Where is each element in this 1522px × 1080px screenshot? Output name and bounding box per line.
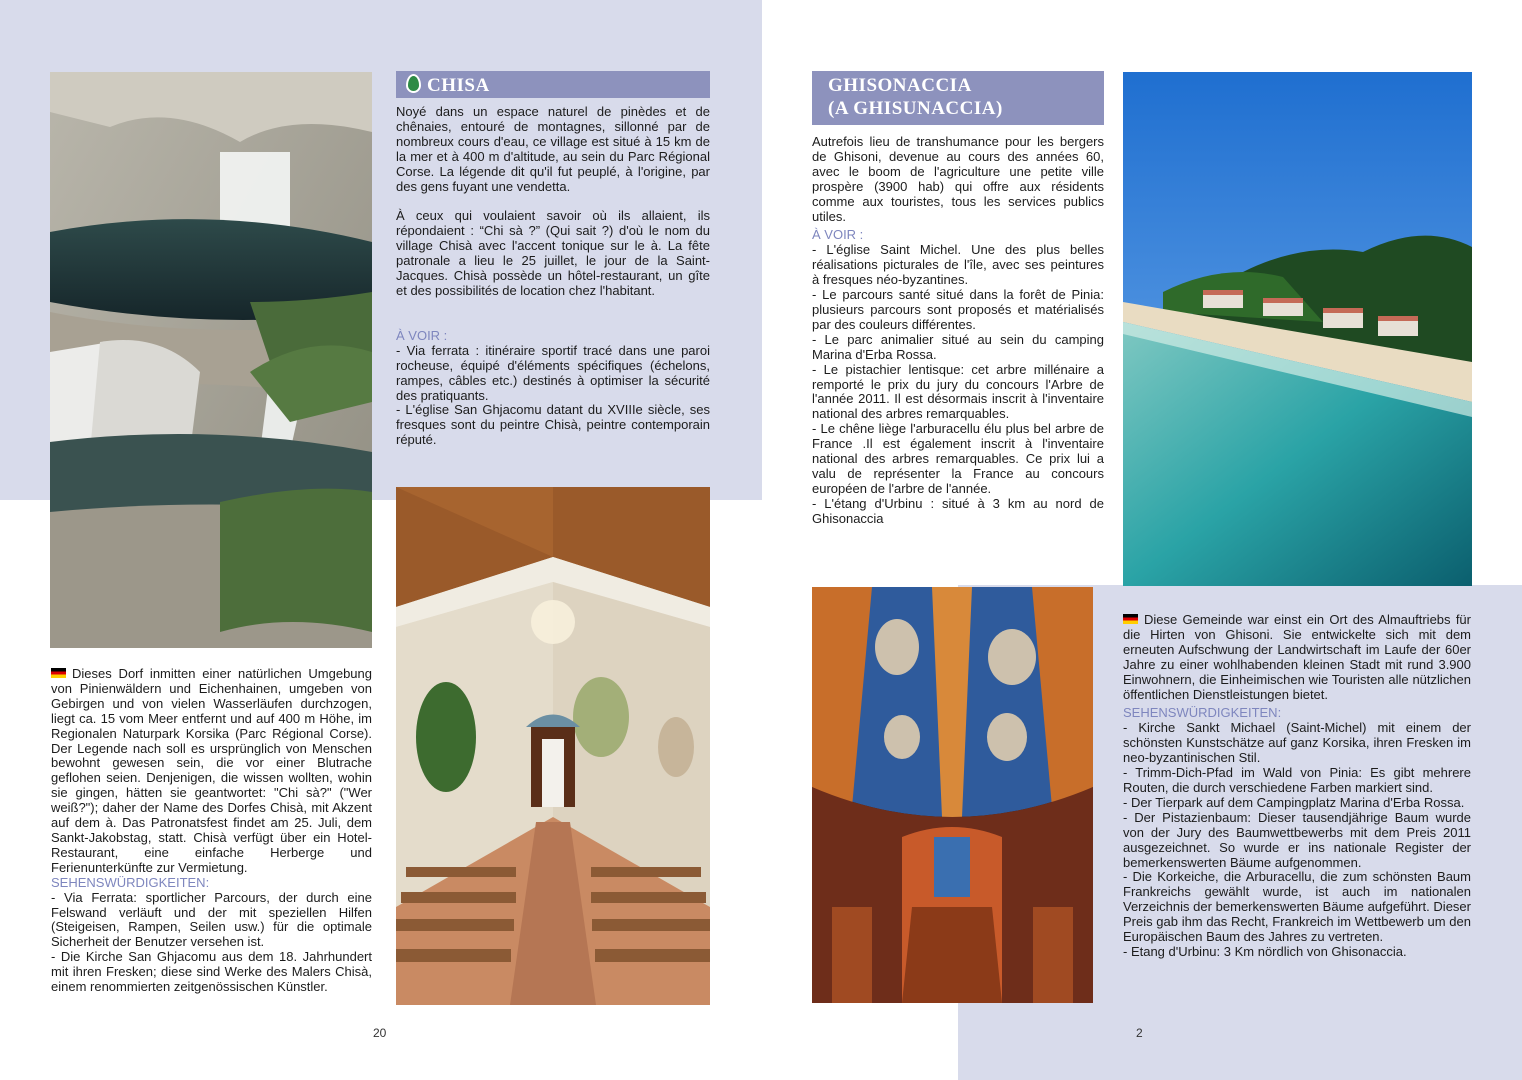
chapel-interior-photo (396, 487, 710, 1005)
ghisonaccia-de-voir-item: - Der Tierpark auf dem Campingplatz Marina d'Erba Rossa. (1123, 794, 1465, 810)
chisa-fr-intro: Noyé dans un espace naturel de pinèdes et de chênaies, entouré de montagnes, sillonné par de nombreux cours d'eau, ce village est situé à 15 km de la mer et à 400 m d'altitude, au sein du Parc Régional Corse. La légende dit qu'il fut peuplé, à l'origine, par des gens fuyant une vendetta. (396, 104, 710, 194)
chisa-title-bar (396, 71, 710, 98)
ghisonaccia-title-bar (812, 71, 1104, 125)
ghisonaccia-fr-intro: Autrefois lieu de transhumance pour les bergers de Ghisoni, devenue au cours des années 60, avec le boom de l'agriculture une petite ville prospère (3900 hab) qui offre aux résidents comme aux touristes, tous les services publics utiles. (812, 134, 1104, 224)
german-flag-icon (1123, 614, 1138, 624)
ghisonaccia-de-voir-item: - Die Korkeiche, die Arburacellu, die zum schönsten Baum Frankreichs gewählt wurde, ist auch im nationalen Verzeichnis der bemerkenswerten Bäume aufgeführt. Dieser Preis gab ihm das Recht, Frankreich im Wettbewerb um den Europäischen Baum des Jahres zu vertreten. (1123, 869, 1471, 945)
chisa-de-voir-label: SEHENSWÜRDIGKEITEN: (51, 874, 210, 890)
chisa-title: CHISA (427, 75, 490, 96)
left-page-number: 20 (373, 1026, 387, 1040)
chisa-de-voir-item: - Die Kirche San Ghjacomu aus dem 18. Jahrhundert mit ihren Fresken; diese sind Werke des Malers Chisà, einem renommierten zeitgenössischen Künstler. (51, 949, 372, 995)
chisa-french-text (396, 105, 710, 448)
right-page-number: 2 (1136, 1026, 1143, 1040)
chisa-fr-voir-label: À VOIR : (396, 327, 448, 343)
ghisonaccia-fr-voir-item: - Le parc animalier situé au sein du camping Marina d'Erba Rossa. (812, 331, 1104, 362)
chisa-de-text: Dieses Dorf inmitten einer natürlichen Umgebung von Pinienwäldern und Eichenhainen, umgeben von Gebirgen und von vielen Wasserläufen durchzogen, liegt ca. 15 vom Meer entfernt und auf 400 m Höhe, im Regionalen Naturpark Korsika (Parc Régional Corse). Der Legende nach soll es ursprünglich von Menschen bewohnt gewesen sein, die vor einer Blutrache geflohen seien. Denjenigen, die wissen wollten, wohin sie gingen, hätten sie geantwortet: "Chi sà?" ("Wer weiß?"); daher der Name des Dorfes Chisà, mit Akzent auf dem à. Das Patronatsfest findet am 25. Juli, dem Sankt-Jakobstag, statt. Chisà verfügt über ein Hotel-Restaurant, eine einfache Herberge und Ferienunterkünfte zur Vermietung. (51, 666, 372, 875)
ghisonaccia-german-text (1123, 613, 1471, 960)
chisa-german-text (51, 667, 372, 995)
corsica-leaf-icon (406, 74, 421, 93)
ghisonaccia-subtitle: (A GHISUNACCIA) (828, 98, 1003, 119)
german-flag-icon (51, 668, 66, 678)
ghisonaccia-fr-voir-item: - Le pistachier lentisque: cet arbre millénaire a remporté le prix du jury du concours l'Arbre de l'année 2011. Il est désormais inscrit à l'inventaire national des arbres remarquables. (812, 361, 1104, 422)
church-fresco-photo (812, 587, 1093, 1003)
waterfall-photo (50, 72, 372, 648)
chisa-de-voir-item: - Via Ferrata: sportlicher Parcours, der durch eine Felswand verläuft und der mit speziellen Hilfen (Steigeisen, Rampen, Seilen usw.) für die optimale Sicherheit der Benutzer versehen ist. (51, 889, 372, 950)
ghisonaccia-de-voir-item: - Trimm-Dich-Pfad im Wald von Pinia: Es gibt mehrere Routen, die durch verschiedene Farben markiert sind. (1123, 765, 1471, 795)
chisa-fr-voir-item: - Via ferrata : itinéraire sportif tracé dans une paroi rocheuse, équipé d'éléments spécifiques (échelons, rampes, câbles etc.) destinés à optimiser la sécurité des pratiquants. (396, 342, 710, 403)
ghisonaccia-fr-voir-item: - Le parcours santé situé dans la forêt de Pinia: plusieurs parcours sont proposés et matérialisés par des couleurs différentes. (812, 287, 1104, 332)
ghisonaccia-de-voir-item: - Etang d'Urbinu: 3 Km nördlich von Ghisonaccia. (1123, 943, 1407, 959)
ghisonaccia-de-voir-item: - Kirche Sankt Michael (Saint-Michel) mit einem der schönsten Kunstschätze auf ganz Korsika, ihren Fresken im neo-byzantinischen Stil. (1123, 720, 1471, 766)
chisa-fr-voir-item: - L'église San Ghjacomu datant du XVIIIe siècle, ses fresques sont du peintre Chisà, peintre contemporain réputé. (396, 402, 710, 448)
ghisonaccia-de-voir-item: - Der Pistazienbaum: Dieser tausendjährige Baum wurde von der Jury des Baumwettbewerbs mit dem Preis 2011 ausgezeichnet. So wurde er ins nationale Register der bemerkenswerten Bäume aufgenommen. (1123, 809, 1471, 870)
ghisonaccia-french-text (812, 135, 1104, 527)
ghisonaccia-de-voir-label: SEHENSWÜRDIGKEITEN: (1123, 705, 1282, 721)
ghisonaccia-fr-voir-item: - L'église Saint Michel. Une des plus belles réalisations picturales de l'île, avec ses peintures à fresques néo-byzantines. (812, 242, 1104, 288)
ghisonaccia-title: GHISONACCIA (828, 75, 972, 96)
ghisonaccia-fr-voir-label: À VOIR : (812, 227, 864, 243)
ghisonaccia-fr-voir-item: - Le chêne liège l'arburacellu élu plus bel arbre de France .Il est également inscrit à l'inventaire national des arbres remarquables. Ce prix lui a valu de représenter la France au concours européen de l'arbre de l'année. (812, 421, 1104, 496)
ghisonaccia-de-text: Diese Gemeinde war einst ein Ort des Almauftriebs für die Hirten von Ghisoni. Sie entwickelte sich mit dem erneuten Aufschwung der Landwirtschaft im Laufe der 60er Jahre zu einer wohlhabenden kleinen Stadt mit rund 3.900 Einwohnern, die Einheimischen wie Touristen alle nützlichen öffentlichen Dienstleistungen bietet. (1123, 612, 1471, 702)
chisa-fr-name-origin: À ceux qui voulaient savoir où ils allaient, ils répondaient : “Chi sà ?” (Qui sait ?) d'où le nom du village Chisà avec l'accent tonique sur le à. La fête patronale a lieu le 25 juillet, le jour de la Saint-Jacques. Chisà possède un hôtel-restaurant, un gîte et des possibilités de location chez l'habitant. (396, 208, 710, 298)
ghisonaccia-fr-voir-item: - L'étang d'Urbinu : situé à 3 km au nord de Ghisonaccia (812, 495, 1104, 526)
beach-photo (1123, 72, 1472, 586)
